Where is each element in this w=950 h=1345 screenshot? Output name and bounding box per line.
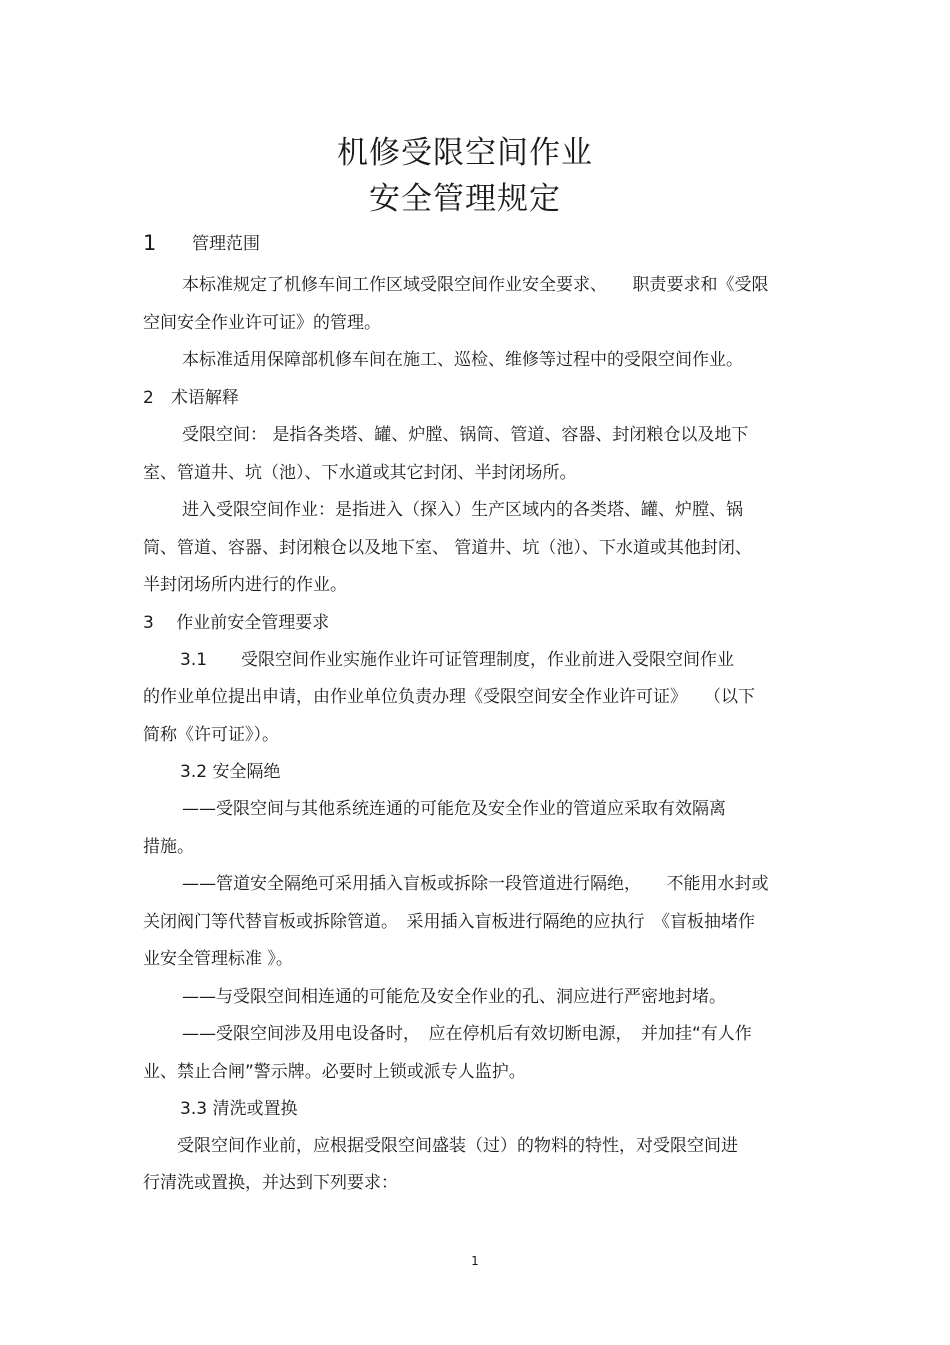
section3-2-item4-line2: 业、禁止合闸”警示牌。必要时上锁或派专人监护。 [143, 1062, 526, 1082]
section3-2-item1-line2: 措施。 [143, 837, 194, 857]
section1-heading: 管理范围 [192, 234, 260, 254]
section2-heading: 2 术语解释 [143, 388, 239, 408]
section3-2-item1-line1: ——受限空间与其他系统连通的可能危及安全作业的管道应采取有效隔离 [182, 799, 726, 819]
section3-1-line3: 简称《许可证》）。 [143, 725, 279, 745]
section3-2-item2-line3: 业安全管理标准 》。 [143, 949, 293, 969]
document-title-line1: 机修受限空间作业 [337, 135, 593, 171]
section3-1-line1: 3.1 受限空间作业实施作业许可证管理制度，作业前进入受限空间作业 [180, 650, 735, 670]
section3-2-item4-line1: ——受限空间涉及用电设备时， 应在停机后有效切断电源， 并加挂“有人作 [182, 1024, 752, 1044]
section2-definition1-line2: 室、管道井、坑（池）、下水道或其它封闭、半封闭场所。 [143, 463, 577, 483]
section1-paragraph1-line2: 空间安全作业许可证》的管理。 [143, 313, 381, 333]
page-number: 1 [471, 1254, 479, 1268]
section2-definition2-line1: 进入受限空间作业：是指进入（探入）生产区域内的各类塔、罐、炉膛、锅 [182, 500, 743, 520]
document-title-line2: 安全管理规定 [369, 181, 561, 217]
section3-1-line2: 的作业单位提出申请，由作业单位负责办理《受限空间安全作业许可证》 （以下 [143, 687, 755, 707]
section3-2-heading: 3.2 安全隔绝 [180, 762, 281, 782]
section3-2-item2-line1: ——管道安全隔绝可采用插入盲板或拆除一段管道进行隔绝， 不能用水封或 [182, 874, 769, 894]
section3-2-item3: ——与受限空间相连通的可能危及安全作业的孔、洞应进行严密地封堵。 [182, 987, 726, 1007]
section1-paragraph2: 本标准适用保障部机修车间在施工、巡检、维修等过程中的受限空间作业。 [182, 350, 743, 370]
section3-3-line2: 行清洗或置换，并达到下列要求： [143, 1173, 398, 1193]
section2-definition1-line1: 受限空间： 是指各类塔、罐、炉膛、锅筒、管道、容器、封闭粮仓以及地下 [182, 425, 749, 445]
section3-heading: 3 作业前安全管理要求 [143, 613, 330, 633]
section2-definition2-line2: 筒、管道、容器、封闭粮仓以及地下室、 管道井、坑（池）、下水道或其他封闭、 [143, 538, 752, 558]
section1-number: 1 [143, 231, 157, 255]
section2-definition2-line3: 半封闭场所内进行的作业。 [143, 575, 347, 595]
section3-2-item2-line2: 关闭阀门等代替盲板或拆除管道。 采用插入盲板进行隔绝的应执行 《盲板抽堵作 [143, 912, 755, 932]
section1-paragraph1-line1: 本标准规定了机修车间工作区域受限空间作业安全要求、 职责要求和《受限 [182, 275, 769, 295]
section3-3-line1: 受限空间作业前，应根据受限空间盛装（过）的物料的特性，对受限空间进 [177, 1136, 738, 1156]
section3-3-heading: 3.3 清洗或置换 [180, 1099, 298, 1119]
